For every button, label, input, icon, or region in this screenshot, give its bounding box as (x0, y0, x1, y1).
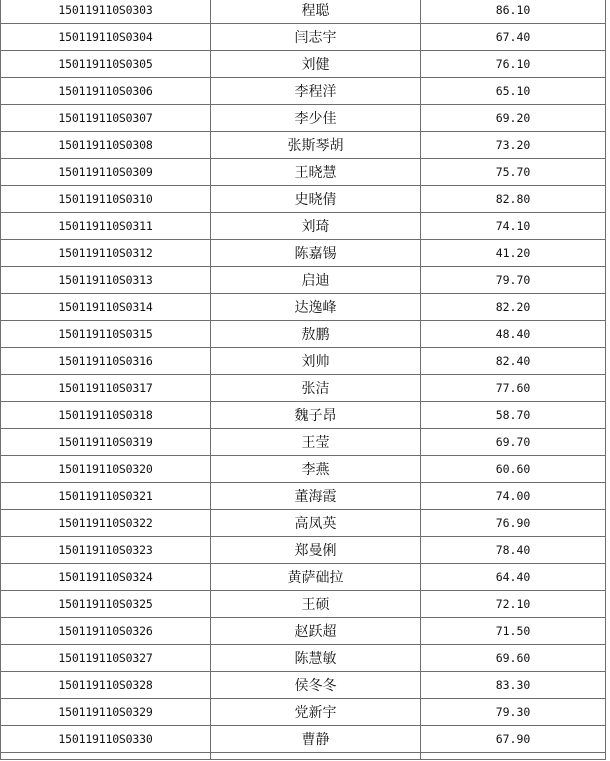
student-id-cell: 150119110S0321 (1, 483, 211, 510)
student-id-cell: 150119110S0303 (1, 0, 211, 24)
student-name-cell: 刘帅 (211, 348, 421, 375)
empty-cell (421, 753, 606, 760)
table-row (1, 564, 606, 591)
score-cell: 69.20 (421, 105, 606, 132)
student-name-cell: 曹静 (211, 726, 421, 753)
table-row (1, 0, 606, 24)
student-name-cell: 董海霞 (211, 483, 421, 510)
table-row (1, 591, 606, 618)
empty-cell (1, 753, 211, 760)
student-id-cell: 150119110S0308 (1, 132, 211, 159)
student-id-cell: 150119110S0320 (1, 456, 211, 483)
student-name-cell: 达逸峰 (211, 294, 421, 321)
table-row (1, 159, 606, 186)
student-name-cell: 张斯琴胡 (211, 132, 421, 159)
student-name-cell: 敖鹏 (211, 321, 421, 348)
score-cell: 79.70 (421, 267, 606, 294)
student-id-cell: 150119110S0304 (1, 24, 211, 51)
student-id-cell: 150119110S0312 (1, 240, 211, 267)
table-row (1, 618, 606, 645)
table-row (1, 645, 606, 672)
score-cell: 79.30 (421, 699, 606, 726)
student-name-cell: 陈嘉锡 (211, 240, 421, 267)
score-cell: 86.10 (421, 0, 606, 24)
score-cell: 60.60 (421, 456, 606, 483)
score-cell: 78.40 (421, 537, 606, 564)
score-cell: 67.90 (421, 726, 606, 753)
student-id-cell: 150119110S0310 (1, 186, 211, 213)
student-id-cell: 150119110S0306 (1, 78, 211, 105)
student-name-cell: 王硕 (211, 591, 421, 618)
student-name-cell: 李燕 (211, 456, 421, 483)
score-cell: 72.10 (421, 591, 606, 618)
student-id-cell: 150119110S0327 (1, 645, 211, 672)
table-row (1, 186, 606, 213)
student-name-cell: 闫志宇 (211, 24, 421, 51)
score-cell: 82.40 (421, 348, 606, 375)
score-cell: 73.20 (421, 132, 606, 159)
student-id-cell: 150119110S0324 (1, 564, 211, 591)
student-name-cell: 赵跃超 (211, 618, 421, 645)
score-cell: 64.40 (421, 564, 606, 591)
table-row (1, 726, 606, 753)
student-name-cell: 王莹 (211, 429, 421, 456)
table-row (1, 402, 606, 429)
student-name-cell: 魏子昂 (211, 402, 421, 429)
student-id-cell: 150119110S0317 (1, 375, 211, 402)
score-cell: 74.10 (421, 213, 606, 240)
table-row (1, 483, 606, 510)
score-cell: 69.60 (421, 645, 606, 672)
student-id-cell: 150119110S0329 (1, 699, 211, 726)
table-row (1, 429, 606, 456)
student-name-cell: 刘琦 (211, 213, 421, 240)
table-row (1, 537, 606, 564)
table-row (1, 24, 606, 51)
table-row (1, 105, 606, 132)
score-cell: 58.70 (421, 402, 606, 429)
score-cell: 76.10 (421, 51, 606, 78)
score-cell: 74.00 (421, 483, 606, 510)
table-row (1, 78, 606, 105)
student-id-cell: 150119110S0322 (1, 510, 211, 537)
student-id-cell: 150119110S0328 (1, 672, 211, 699)
table-row-partial (1, 753, 606, 760)
student-name-cell: 党新宇 (211, 699, 421, 726)
student-id-cell: 150119110S0323 (1, 537, 211, 564)
student-name-cell: 王晓慧 (211, 159, 421, 186)
student-id-cell: 150119110S0307 (1, 105, 211, 132)
student-id-cell: 150119110S0318 (1, 402, 211, 429)
score-table-body (1, 0, 606, 760)
table-row (1, 267, 606, 294)
score-cell: 83.30 (421, 672, 606, 699)
table-row (1, 132, 606, 159)
student-id-cell: 150119110S0311 (1, 213, 211, 240)
student-name-cell: 陈慧敏 (211, 645, 421, 672)
score-cell: 67.40 (421, 24, 606, 51)
student-id-cell: 150119110S0313 (1, 267, 211, 294)
table-row (1, 699, 606, 726)
table-row (1, 294, 606, 321)
table-row (1, 240, 606, 267)
empty-cell (211, 753, 421, 760)
table-row (1, 348, 606, 375)
student-id-cell: 150119110S0325 (1, 591, 211, 618)
table-row (1, 375, 606, 402)
student-name-cell: 张洁 (211, 375, 421, 402)
score-cell: 75.70 (421, 159, 606, 186)
score-cell: 65.10 (421, 78, 606, 105)
student-name-cell: 郑曼俐 (211, 537, 421, 564)
score-cell: 48.40 (421, 321, 606, 348)
student-id-cell: 150119110S0309 (1, 159, 211, 186)
student-id-cell: 150119110S0305 (1, 51, 211, 78)
student-name-cell: 高凤英 (211, 510, 421, 537)
student-id-cell: 150119110S0314 (1, 294, 211, 321)
score-cell: 77.60 (421, 375, 606, 402)
student-name-cell: 刘健 (211, 51, 421, 78)
score-cell: 71.50 (421, 618, 606, 645)
table-row (1, 510, 606, 537)
student-id-cell: 150119110S0319 (1, 429, 211, 456)
table-row (1, 51, 606, 78)
table-row (1, 321, 606, 348)
student-name-cell: 李少佳 (211, 105, 421, 132)
student-name-cell: 启迪 (211, 267, 421, 294)
student-name-cell: 黄萨础拉 (211, 564, 421, 591)
score-cell: 82.80 (421, 186, 606, 213)
score-cell: 82.20 (421, 294, 606, 321)
student-name-cell: 史晓倩 (211, 186, 421, 213)
student-id-cell: 150119110S0326 (1, 618, 211, 645)
student-id-cell: 150119110S0315 (1, 321, 211, 348)
student-id-cell: 150119110S0330 (1, 726, 211, 753)
score-cell: 69.70 (421, 429, 606, 456)
student-name-cell: 程聪 (211, 0, 421, 24)
table-row (1, 456, 606, 483)
score-cell: 76.90 (421, 510, 606, 537)
student-id-cell: 150119110S0316 (1, 348, 211, 375)
score-cell: 41.20 (421, 240, 606, 267)
table-row (1, 672, 606, 699)
table-row (1, 213, 606, 240)
student-name-cell: 侯冬冬 (211, 672, 421, 699)
student-name-cell: 李程洋 (211, 78, 421, 105)
